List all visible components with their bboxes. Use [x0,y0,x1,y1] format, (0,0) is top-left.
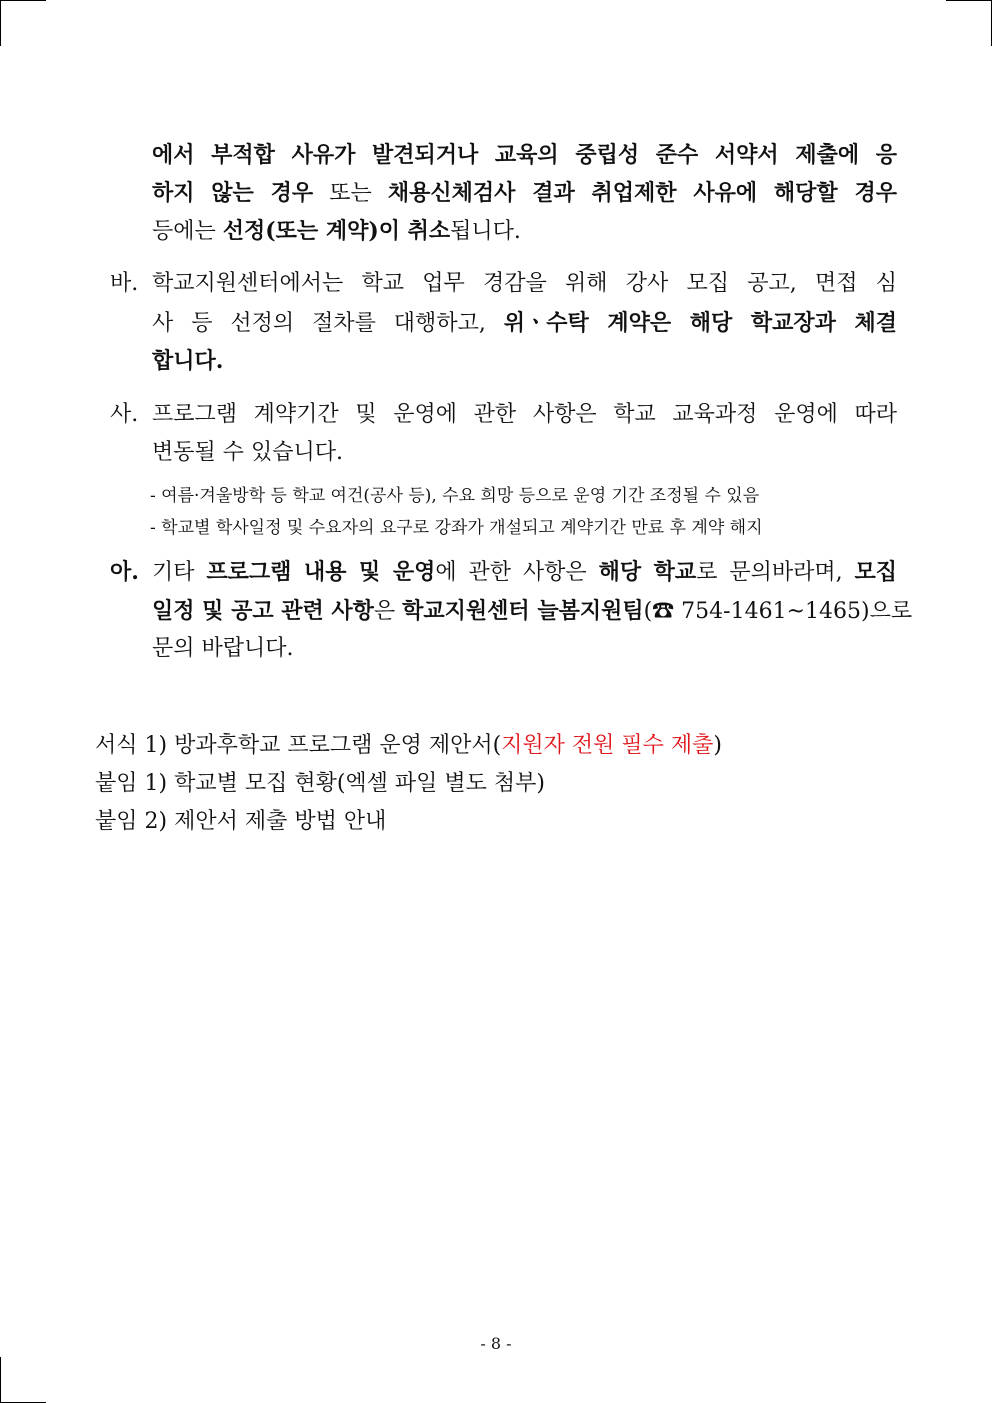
list-marker: 아. [110,559,139,585]
crop-mark-top-left-v [0,0,1,46]
crop-mark-top-right-h [946,0,992,1]
paragraph-line: 합니다. [152,348,224,374]
paragraph-line: 일정 및 공고 관련 사항은 학교지원센터 늘봄지원팀(☎ 754-1461~1465)으로 [152,598,913,624]
paragraph-line: 등에는 선정(또는 계약)이 취소됩니다. [152,218,521,244]
paragraph-line: 에서 부적합 사유가 발견되거나 교육의 중립성 준수 서약서 제출에 응 [152,142,897,168]
paragraph-line: 학교지원센터에서는 학교 업무 경감을 위해 강사 모집 공고, 면접 심 [152,271,897,296]
sub-note: - 학교별 학사일정 및 수요자의 요구로 강좌가 개설되고 계약기간 만료 후 계약 해지 [150,518,763,538]
crop-mark-bottom-left-v [0,1357,1,1403]
paragraph-line: 사 등 선정의 절차를 대행하고, 위ㆍ수탁 계약은 해당 학교장과 체결 [152,310,898,336]
paragraph-line: 하지 않는 경우 또는 채용신체검사 결과 취업제한 사유에 해당할 경우 [152,180,897,206]
paragraph-line: 변동될 수 있습니다. [152,440,343,465]
attachment-1: 붙임 1) 학교별 모집 현황(엑셀 파일 별도 첨부) [95,771,545,796]
paragraph-line: 프로그램 계약기간 및 운영에 관한 사항은 학교 교육과정 운영에 따라 [152,402,897,427]
attachment-form-1: 서식 1) 방과후학교 프로그램 운영 제안서(지원자 전원 필수 제출) [95,733,723,758]
list-marker: 사. [110,402,139,427]
page-number: - 8 - [480,1334,512,1353]
required-note: 지원자 전원 필수 제출 [501,733,714,758]
paragraph-line: 문의 바랍니다. [152,636,294,661]
list-marker: 바. [110,271,139,296]
paragraph-line: 기타 프로그램 내용 및 운영에 관한 사항은 해당 학교로 문의바라며, 모집 [152,559,897,585]
sub-note: - 여름·겨울방학 등 학교 여건(공사 등), 수요 희망 등으로 운영 기간 조정될 수 있음 [150,486,760,506]
attachment-2: 붙임 2) 제안서 제출 방법 안내 [95,809,387,834]
crop-mark-top-left-h [0,0,46,1]
